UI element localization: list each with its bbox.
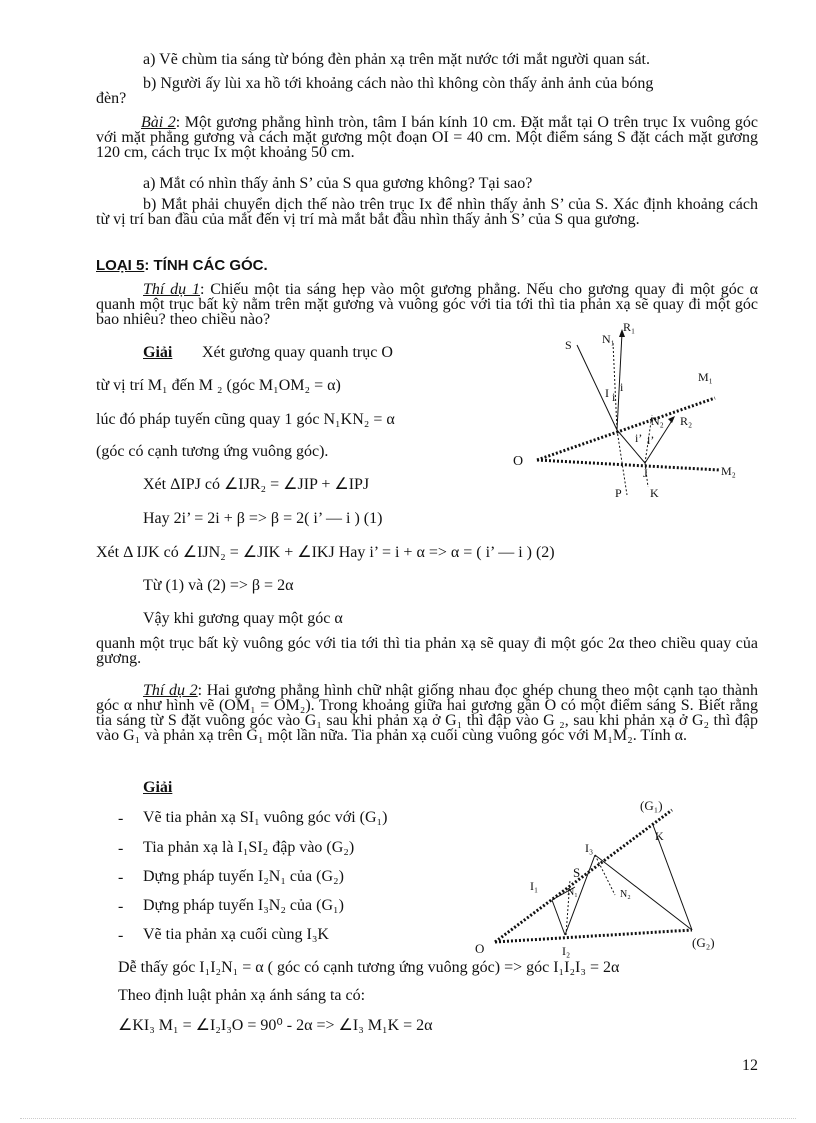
- page-number: 12: [742, 1057, 758, 1074]
- solution-2-line-3: ∠KI₃ M₁ = ∠I₂I₃O = 90⁰ - 2α => ∠I₃ M₁K = 2α: [118, 1017, 433, 1034]
- label-j: J: [643, 466, 648, 480]
- solution-1-line-7: Xét Δ IJK có ∠IJN₂ = ∠JIK + ∠IKJ Hay i’ = i + α => α = ( i’ — i ) (2): [96, 544, 555, 561]
- label-angle-i-2: i: [620, 380, 624, 394]
- figure-two-mirrors: [470, 795, 735, 960]
- step-3: Dựng pháp tuyến I₂N₁ của (G₂): [143, 868, 344, 885]
- solution-2-line-2: Theo định luật phản xạ ánh sáng ta có:: [118, 987, 366, 1004]
- label-m1: M₁: [698, 370, 713, 384]
- example-2-text: : Hai gương phẳng hình chữ nhật giống nhau đọc ghép chung theo một cạnh tạo thành góc α như hình vẽ (OM₁ = OM₂). Trong khoảng giữa hai gương gần O có một điểm sáng S. Biết rằng tia sáng từ S đặt vuông góc vào G₁ sau khi phản xạ ở G₁ thì đập vào G ₂, sau khi phản xạ ở G₂ thì đập vào G₁ và phản xạ trên G₁ một lần nữa. Tia phản xạ cuối cùng vuông góc với M₁M₂. Tính α.: [96, 682, 758, 744]
- exercise-2-question-a: a) Mắt có nhìn thấy ảnh S’ của S qua gương không? Tại sao?: [143, 175, 533, 192]
- exercise-2-text: : Một gương phẳng hình tròn, tâm I bán kính 10 cm. Đặt mắt tại O trên trục Ix vuông góc với mặt phẳng gương và cách mặt gương một đoạn OI = 40 cm. Một điểm sáng S đặt cách mặt gương 120 cm, cách trục Ix một khoảng 50 cm.: [96, 114, 759, 161]
- label-k: K: [650, 486, 659, 500]
- section-label: LOẠI 5: [96, 257, 145, 274]
- example-1-label: Thí dụ 1: [143, 281, 200, 298]
- solution-1-line-5: Xét ΔIPJ có ∠IJR₂ = ∠JIP + ∠IPJ: [143, 476, 370, 493]
- question-a-lamp: a) Vẽ chùm tia sáng từ bóng đèn phản xạ trên mặt nước tới mắt người quan sát.: [143, 51, 650, 68]
- label-s: S: [565, 338, 572, 352]
- solution-1-line-1: Xét gương quay quanh trục O: [202, 344, 393, 361]
- label-n2: N₂: [651, 414, 664, 428]
- solution-1-line-2: từ vị trí M₁ đến M ₂ (góc M₁OM₂ = α): [96, 377, 341, 394]
- solution-1-heading: Giải: [143, 344, 173, 361]
- label-n1: N₁: [567, 887, 578, 898]
- arrow-r2: [668, 416, 675, 423]
- label-p: P: [615, 486, 622, 500]
- label-angle-ip-1: i’: [635, 431, 643, 445]
- ray-i3-k: [595, 855, 692, 930]
- section-title: : TÍNH CÁC GÓC.: [144, 257, 268, 274]
- label-g2: (G₂): [692, 935, 715, 950]
- label-o: O: [513, 454, 524, 469]
- solution-2-line-1: Dễ thấy góc I₁I₂N₁ = α ( góc có cạnh tương ứng vuông góc) => góc I₁I₂I₃ = 2α: [118, 959, 620, 976]
- exercise-2-question-b: b) Mắt phải chuyển dịch thế nào trên trục Ix để nhìn thấy ảnh S’ của S. Xác định khoảng cách từ vị trí ban đầu của mắt đến vị trí mà mắt bắt đầu nhìn thấy ảnh S’ của S qua gương.: [96, 196, 758, 228]
- label-angle-i-1: i: [612, 390, 616, 404]
- label-m2: M₂: [721, 464, 736, 478]
- step-1: Vẽ tia phản xạ SI₁ vuông góc với (G₁): [143, 809, 388, 826]
- ray-i1-i2: [552, 900, 565, 935]
- bottom-dotted-rule: [20, 1118, 796, 1119]
- step-5-dash: -: [118, 927, 124, 944]
- section-heading: [96, 258, 268, 274]
- exercise-2-label: Bài 2: [141, 114, 176, 131]
- label-i1: I₁: [530, 879, 539, 893]
- mirror-g2: [495, 930, 692, 942]
- label-k: K: [655, 829, 664, 843]
- solution-1-line-4: (góc có cạnh tương ứng vuông góc).: [96, 443, 329, 460]
- step-1-dash: -: [118, 810, 124, 827]
- label-r2: R₂: [680, 414, 693, 428]
- mirror-g1: [495, 810, 672, 942]
- solution-1-line-6: Hay 2i’ = 2i + β => β = 2( i’ — i ) (1): [143, 510, 383, 527]
- solution-1-conclusion: quanh một trục bất kỳ vuông góc với tia tới thì tia phản xạ sẽ quay đi một góc 2α theo chiều quay của gương.: [96, 635, 758, 667]
- solution-1-line-9: Vậy khi gương quay một góc α: [143, 610, 343, 627]
- incident-ray: [577, 345, 617, 430]
- normal-n1: [613, 343, 617, 430]
- example-1-text: : Chiếu một tia sáng hẹp vào một gương phẳng. Nếu cho gương quay đi một góc α quanh một trục bất kỳ nằm trên mặt gương và vuông góc với tia tới thì tia phản xạ sẽ quay đi một góc bao nhiêu? theo chiều nào?: [96, 281, 759, 328]
- mirror-m2: [537, 460, 720, 470]
- step-2-dash: -: [118, 840, 124, 857]
- label-i3: I₃: [585, 841, 594, 855]
- solution-1-line-3: lúc đó pháp tuyến cũng quay 1 góc N₁KN₂ = α: [96, 411, 395, 428]
- figure-rotating-mirror: [505, 315, 775, 505]
- step-4-dash: -: [118, 898, 124, 915]
- exercise-2: [96, 115, 758, 160]
- step-4: Dựng pháp tuyến I₃N₂ của (G₁): [143, 897, 344, 914]
- step-2: Tia phản xạ là I₁SI₂ đập vào (G₂): [143, 839, 355, 856]
- example-2: [96, 683, 758, 743]
- mirror-m1: [537, 398, 715, 460]
- label-o: O: [475, 941, 485, 956]
- label-n2: N₂: [620, 889, 631, 900]
- label-g1: (G₁): [640, 798, 663, 813]
- example-2-label: Thí dụ 2: [143, 682, 198, 699]
- label-i-point: I: [605, 386, 609, 400]
- question-b-lamp-cont: đèn?: [96, 90, 127, 107]
- step-3-dash: -: [118, 869, 124, 886]
- label-i2: I₂: [562, 944, 571, 958]
- solution-2-heading: Giải: [143, 779, 173, 796]
- step-5: Vẽ tia phản xạ cuối cùng I₃K: [143, 926, 329, 943]
- question-b-lamp: b) Người ấy lùi xa hồ tới khoảng cách nào thì không còn thấy ảnh ảnh của bóng: [143, 75, 654, 92]
- label-s: S: [573, 865, 581, 880]
- label-r1: R₁: [623, 320, 636, 334]
- solution-1-line-8: Từ (1) và (2) => β = 2α: [143, 577, 294, 594]
- label-n1: N₁: [602, 332, 615, 346]
- label-angle-ip-2: i’: [647, 433, 655, 447]
